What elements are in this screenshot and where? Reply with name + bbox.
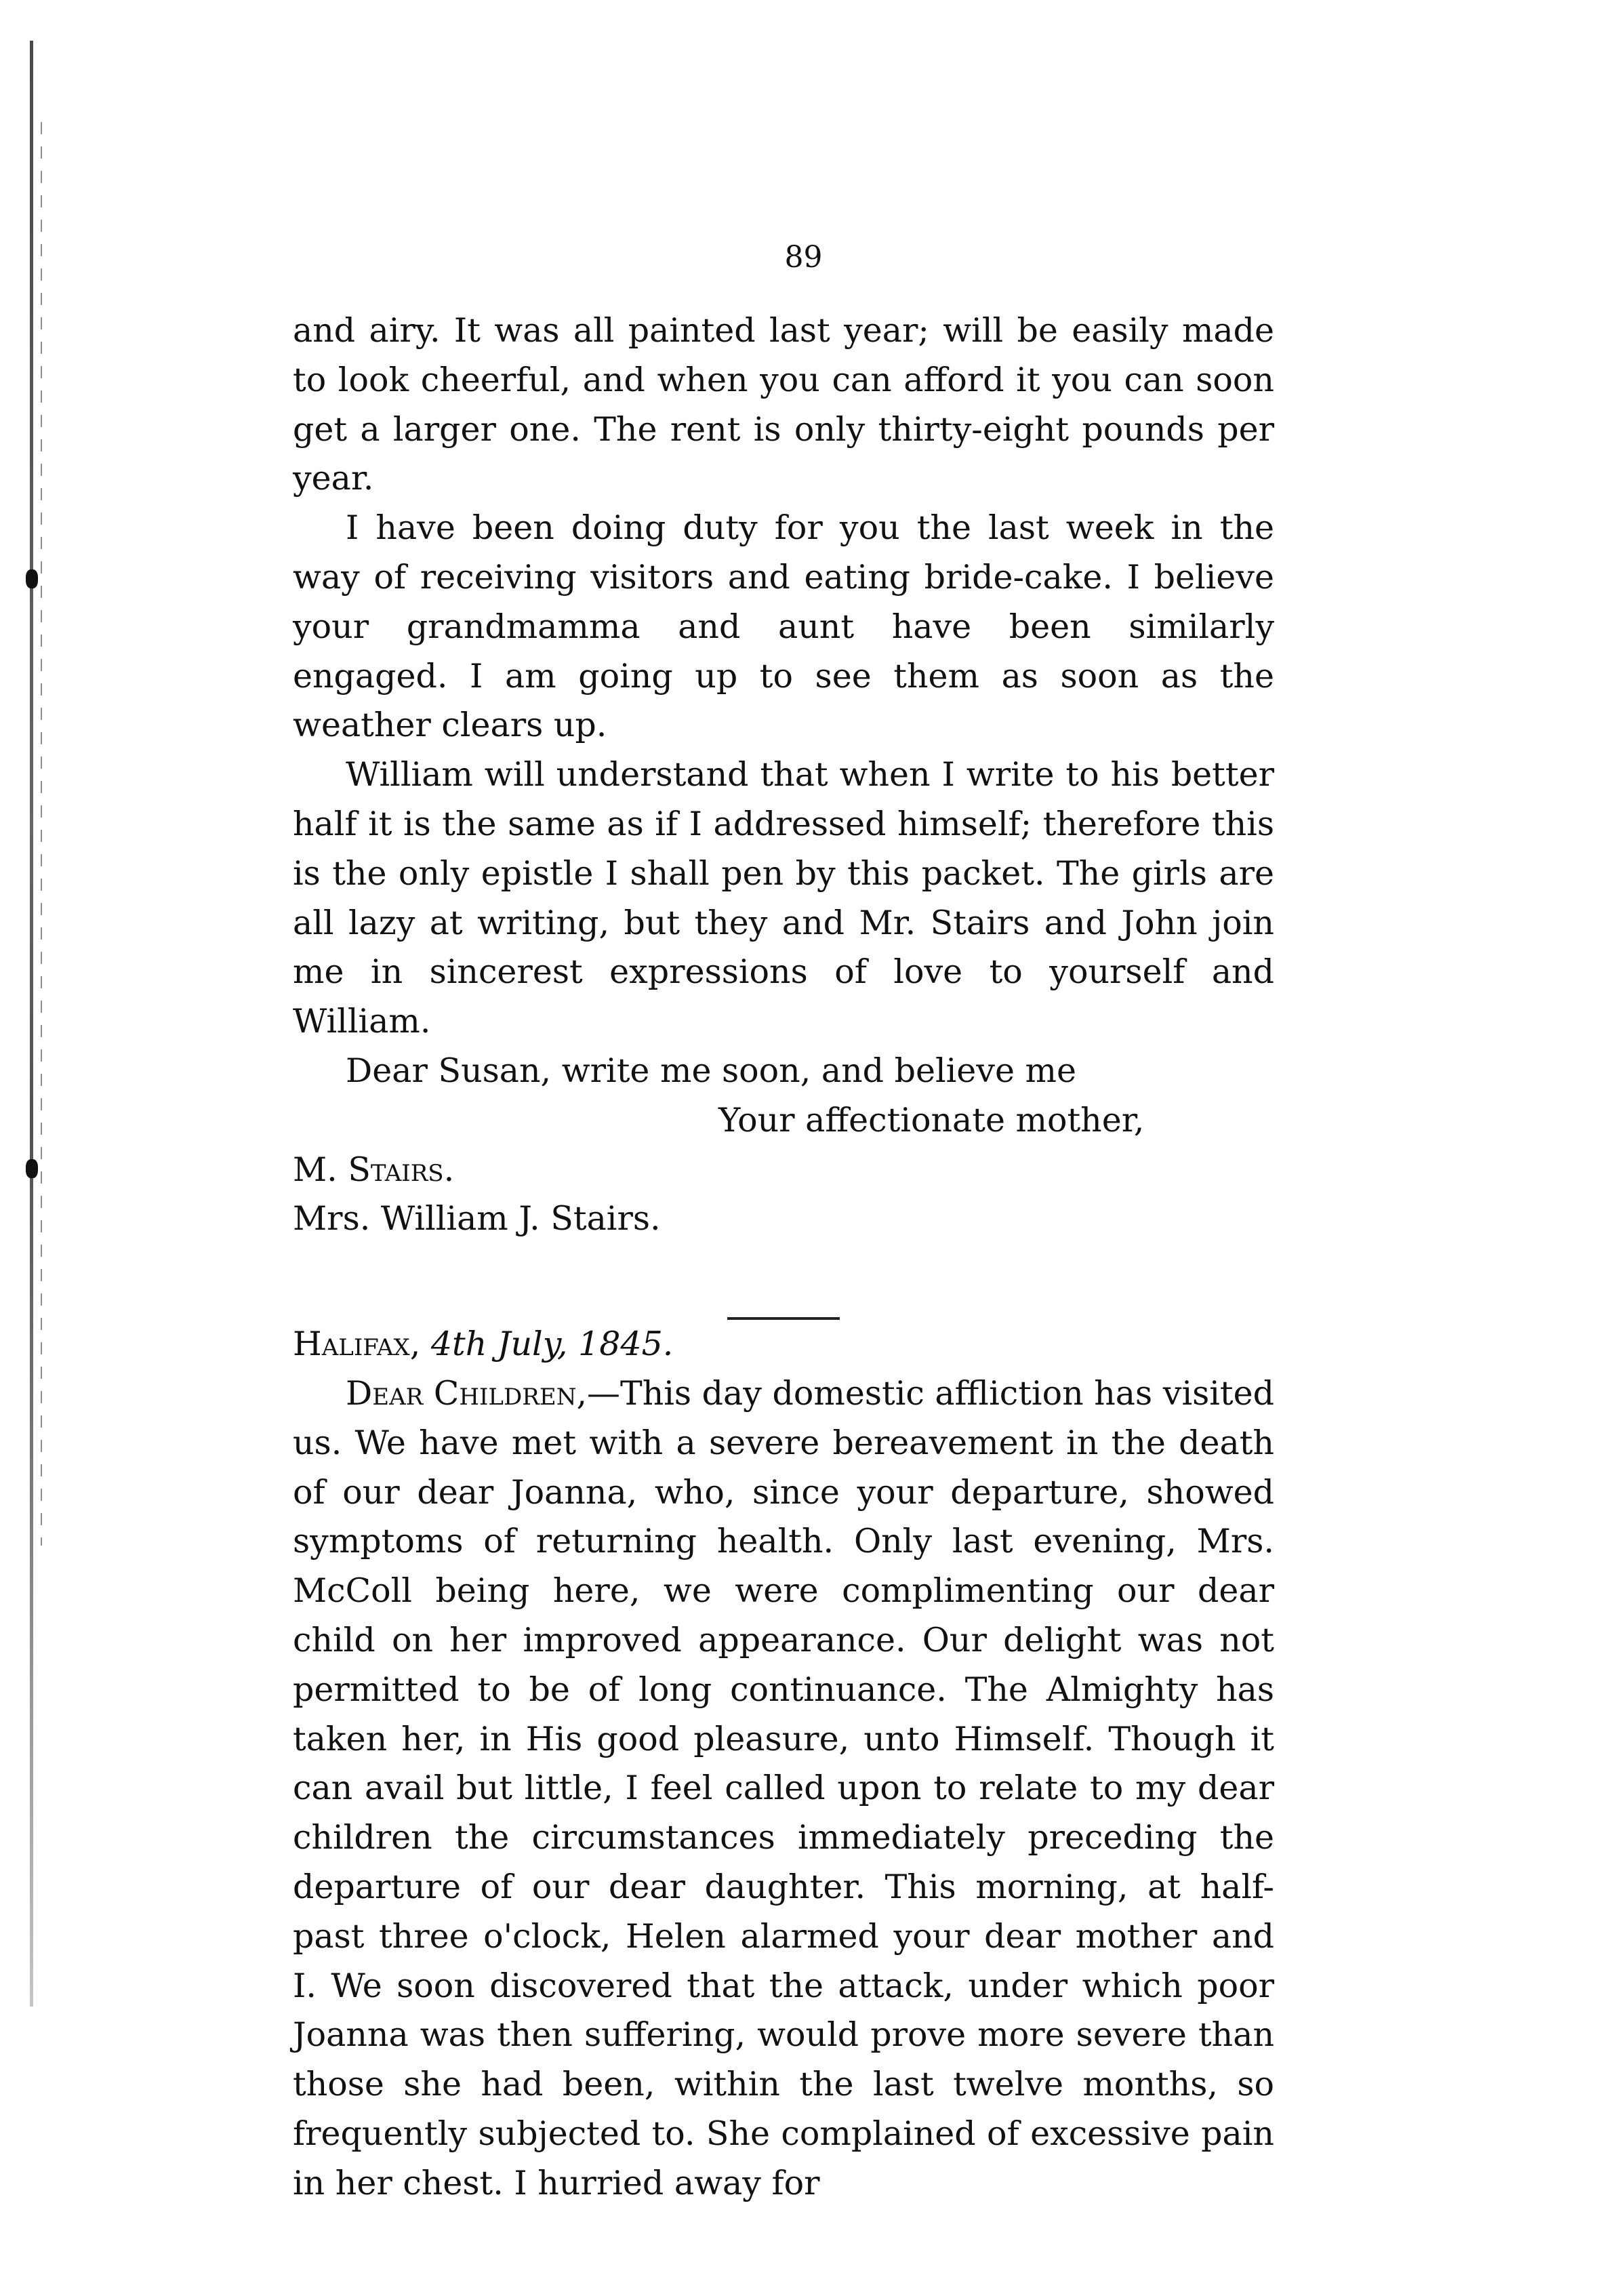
- dateline-date: 4th July, 1845.: [430, 1325, 674, 1364]
- binding-mark: [26, 1159, 38, 1178]
- page-binding-edge: [24, 41, 52, 2007]
- section-separator: [727, 1317, 840, 1320]
- binding-dotted-line: [41, 122, 42, 1546]
- letter-body-text: —This day domestic affliction has visited us. We have met with a severe bereavement in the death of our dear Joanna, who, since your departure, showed symptoms of returning health. Only last evening, Mrs. McColl being here, we were complimenting our dear child on her improved appearance. Our delight was not permitted to be of long continuance. The Almighty has taken her, in His good pleasure, unto Himself. Though it can avail but little, I feel called upon to relate to my dear children the circumstances immediately preceding the departure of our dear daughter. This morning, at half-past three o'clock, Helen alarmed your dear mother and I. We soon discovered that the attack, under which poor Joanna was then suffering, would prove more severe than those she had been, within the last twelve months, so frequently subjected to. She complained of excessive pain in her chest. I hurried away for: [293, 1373, 1274, 2202]
- addressee: Mrs. William J. Stairs.: [293, 1199, 661, 1238]
- body-paragraph: [293, 1369, 1274, 2209]
- letter-dateline: [293, 1320, 1274, 1369]
- body-paragraph: I have been doing duty for you the last week in the way of receiving visitors and eating bride-cake. I believe your grandmamma and aunt have been similarly engaged. I am going up to see them as soon as the weather clears up.: [293, 508, 1274, 745]
- body-paragraph: William will understand that when I write to his better half it is the same as if I addressed himself; therefore this is the only epistle I shall pen by this packet. The girls are all lazy at writing, but they and Mr. Stairs and John join me in sincerest expressions of love to yourself and William.: [293, 755, 1274, 1041]
- binding-mark: [26, 569, 38, 588]
- body-paragraph: and airy. It was all painted last year; will be easily made to look cheerful, and when you can afford it you can soon get a larger one. The rent is only thirty-eight pounds per year.: [293, 311, 1274, 498]
- dateline-place: Halifax,: [293, 1325, 421, 1364]
- signature: M. Stairs.: [293, 1150, 455, 1189]
- page-number: 89: [784, 240, 823, 275]
- page-body: [293, 306, 1274, 2208]
- closing-line: Dear Susan, write me soon, and believe me: [346, 1051, 1077, 1090]
- binding-shadow-line: [30, 41, 33, 2007]
- sign-off: Your affectionate mother,: [718, 1100, 1145, 1140]
- salutation: Dear Children,: [346, 1373, 588, 1413]
